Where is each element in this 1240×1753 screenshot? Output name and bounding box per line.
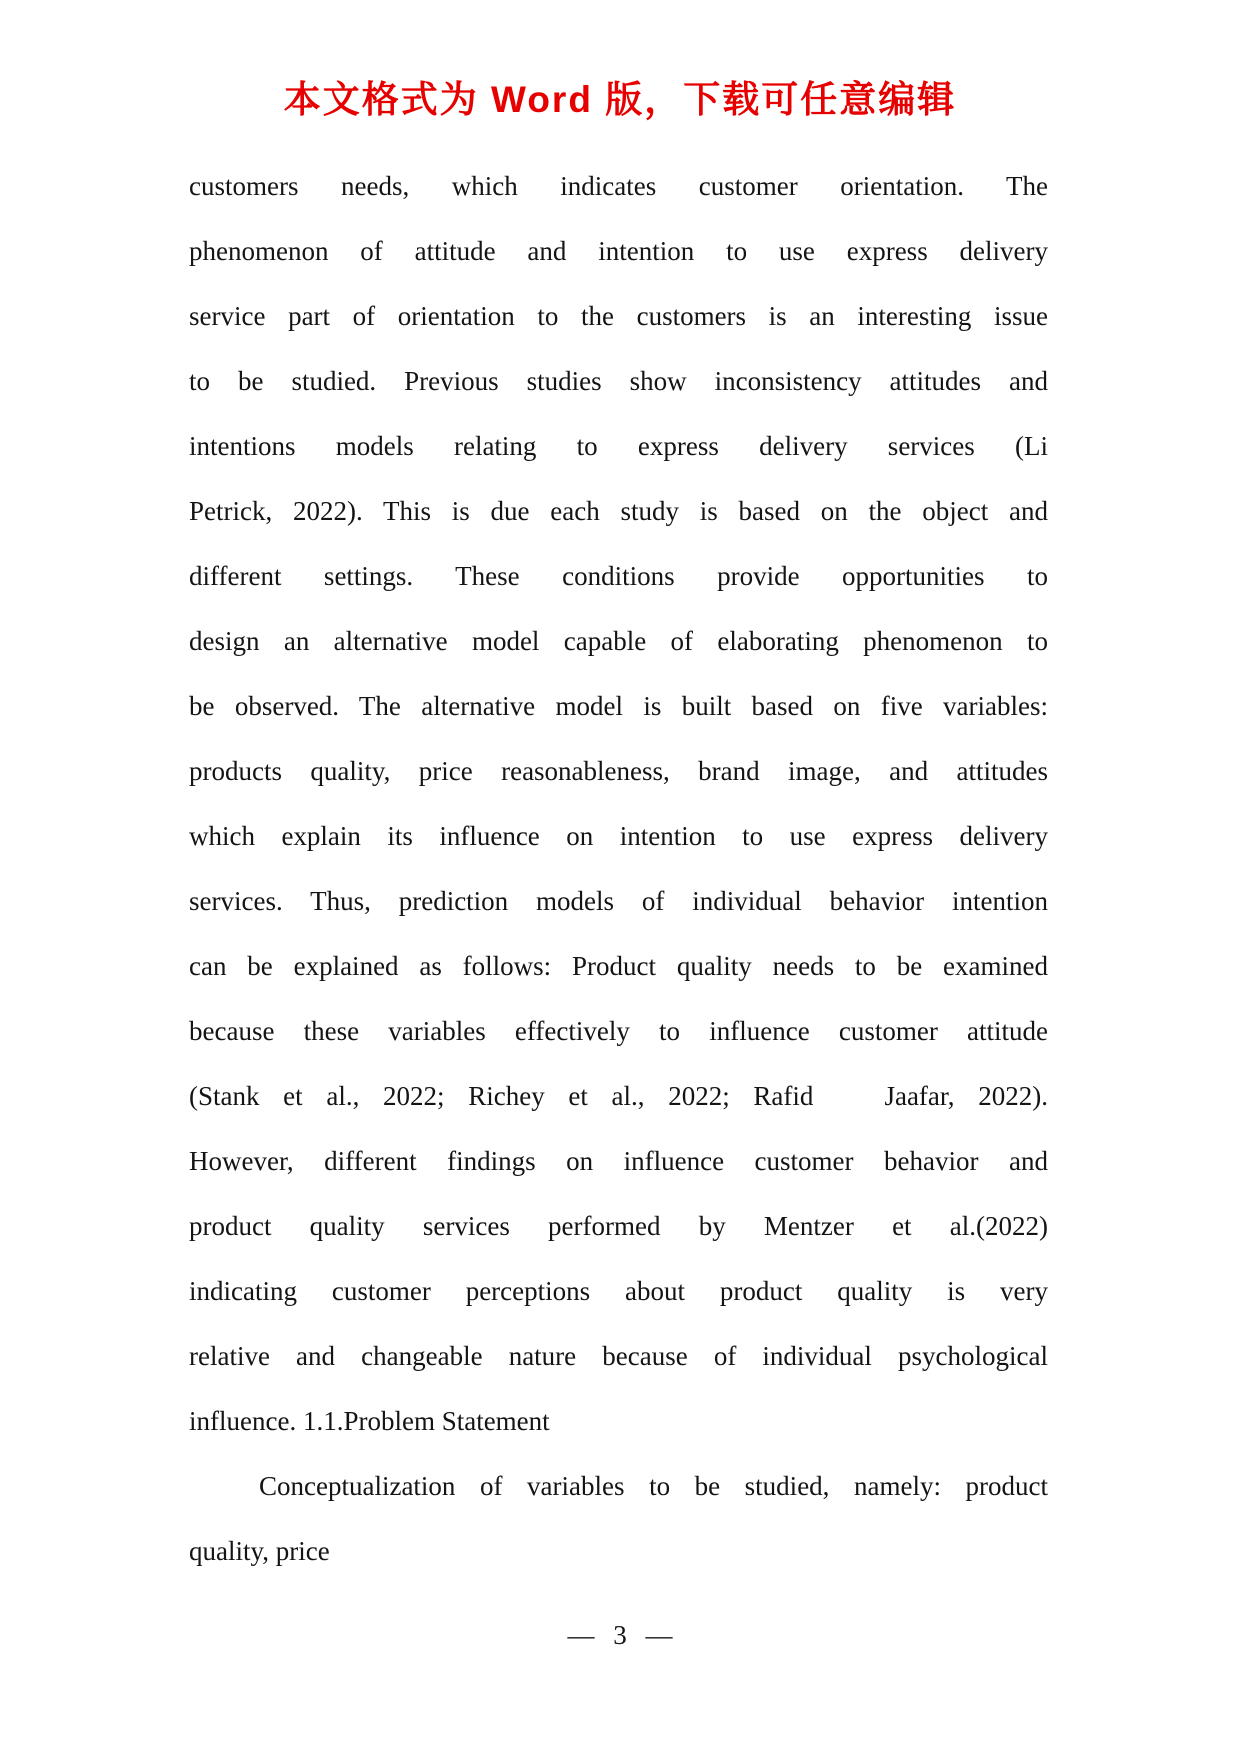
text-line: different settings. These conditions provide opportunities to (189, 561, 1048, 591)
text-line: because these variables effectively to influence customer attitude (189, 1016, 1048, 1046)
text-line: Petrick, 2022). This is due each study is based on the object and (189, 496, 1048, 526)
text-line: to be studied. Previous studies show inconsistency attitudes and (189, 366, 1048, 396)
text-line: However, different findings on influence customer behavior and (189, 1146, 1048, 1176)
text-line: products quality, price reasonableness, brand image, and attitudes (189, 756, 1048, 786)
document-body (189, 154, 1048, 1584)
text-line: can be explained as follows: Product quality needs to be examined (189, 951, 1048, 981)
text-line: quality, price (189, 1536, 330, 1566)
text-line: product quality services performed by Mentzer et al.(2022) (189, 1211, 1048, 1241)
text-line: Conceptualization of variables to be studied, namely: product (259, 1471, 1048, 1501)
red-notice-header: 本文格式为 Word 版，下载可任意编辑 (283, 79, 957, 120)
page-number: — 3 — (567, 1620, 673, 1650)
text-line: relative and changeable nature because of individual psychological (189, 1341, 1048, 1371)
text-line: influence. 1.1.Problem Statement (189, 1406, 550, 1436)
text-line: design an alternative model capable of elaborating phenomenon to (189, 626, 1048, 656)
text-line: customers needs, which indicates customer orientation. The (189, 171, 1048, 201)
text-line: services. Thus, prediction models of individual behavior intention (189, 886, 1048, 916)
text-line: be observed. The alternative model is built based on five variables: (189, 691, 1048, 721)
text-line: indicating customer perceptions about product quality is very (189, 1276, 1048, 1306)
text-line: (Stank et al., 2022; Richey et al., 2022; Rafid Jaafar, 2022). (189, 1081, 1048, 1111)
text-line: service part of orientation to the customers is an interesting issue (189, 301, 1048, 331)
text-line: which explain its influence on intention to use express delivery (189, 821, 1048, 851)
text-line: intentions models relating to express delivery services (Li (189, 431, 1048, 461)
text-line: phenomenon of attitude and intention to use express delivery (189, 236, 1048, 266)
page-footer (0, 1603, 1240, 1668)
